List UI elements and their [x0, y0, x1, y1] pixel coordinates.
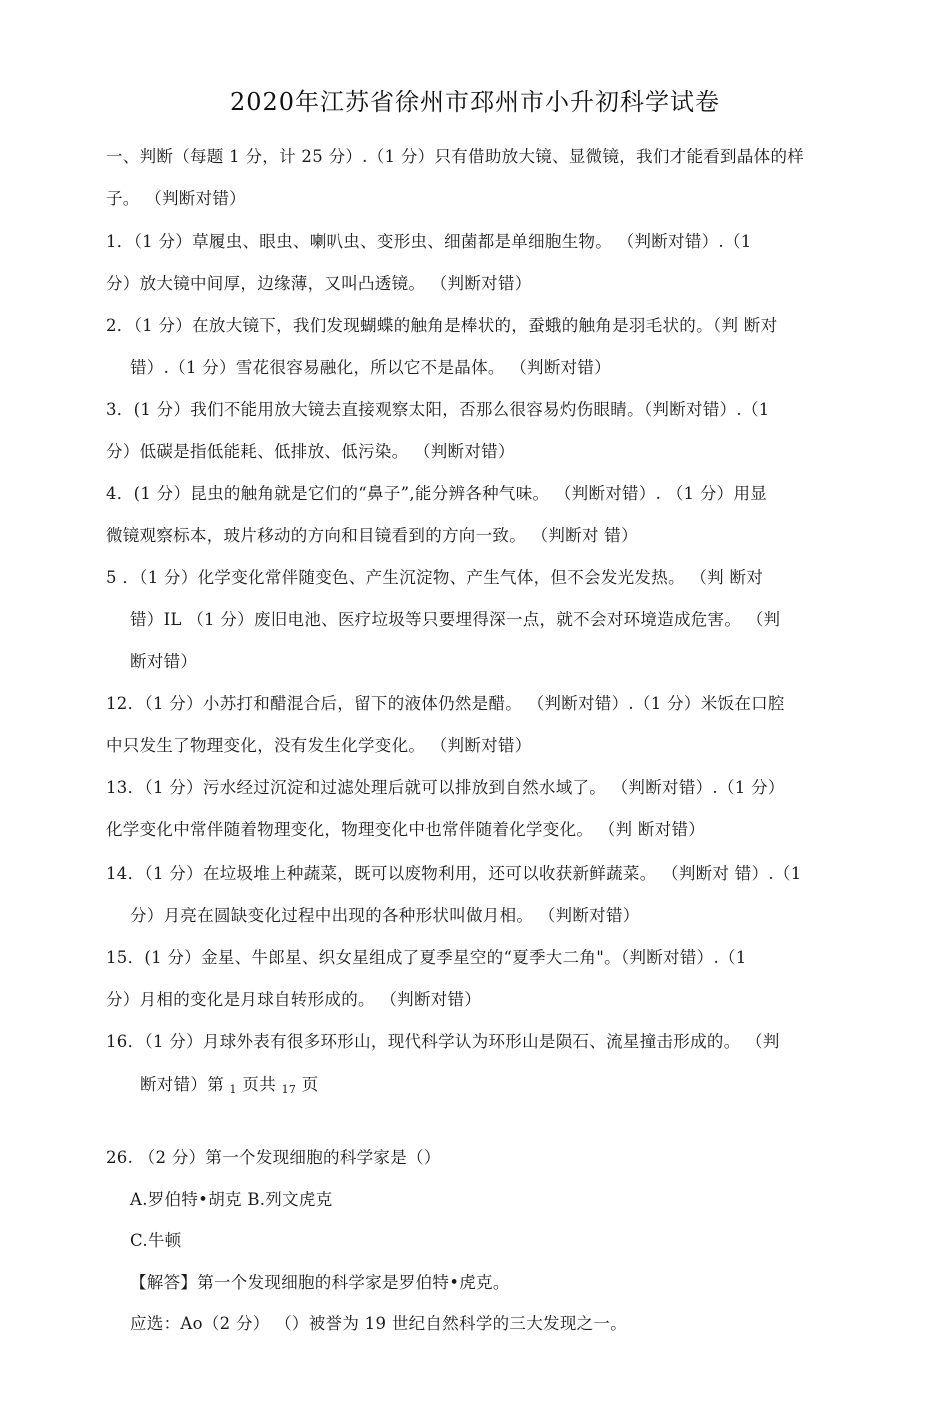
text-line: 1．（1 分）草履虫、眼虫、喇叭虫、变形虫、细菌都是单细胞生物。 （判断对错）.（1 — [106, 232, 752, 251]
text-line: 16．（1 分）月球外表有很多环形山，现代科学认为环形山是陨石、流星撞击形成的。 （判 — [106, 1032, 780, 1051]
text-line: 错）IL （1 分）废旧电池、医疗垃圾等只要埋得深一点，就不会对环境造成危害。 （判 — [130, 610, 781, 629]
page-footer-tail: 页 — [301, 1075, 319, 1094]
text-line: 分）放大镜中间厚，边缘薄，又叫凸透镜。 （判断对错） — [106, 274, 532, 293]
page-title: 2020年江苏省徐州市邳州市小升初科学试卷 — [229, 88, 721, 116]
answer-options: A.罗伯特•胡克 B.列文虎克 — [130, 1190, 333, 1209]
page-footer-middle: 页共 — [242, 1075, 277, 1094]
text-line: 4．(1 分）昆虫的触角就是它们的“鼻子”,能分辨各种气味。 （判断对错）. （1 分）用显 — [106, 484, 768, 503]
text-line: 分）低碳是指低能耗、低排放、低污染。 （判断对错） — [106, 442, 515, 461]
total-page-number: 17 — [281, 1083, 297, 1096]
question-26: 26. （2 分）第一个发现细胞的科学家是（） — [106, 1148, 441, 1167]
text-line: 12．（1 分）小苏打和醋混合后，留下的液体仍然是醋。 （判断对错）.（1 分）米饭在口腔 — [106, 694, 785, 713]
text-line: 14．（1 分）在垃圾堆上种蔬菜，既可以废物利用，还可以收获新鲜蔬菜。 （判断对 错）.（1 — [106, 864, 802, 883]
text-line: 15．(1 分）金星、牛郎星、织女星组成了夏季星空的“夏季大二角"。（判断对错）.（1 — [106, 948, 747, 967]
text-line: 分）月亮在圆缺变化过程中出现的各种形状叫做月相。 （判断对错） — [130, 906, 640, 925]
text-line: 5 ．（1 分）化学变化常伴随变色、产生沉淀物、产生气体，但不会发光发热。 （判 断对 — [106, 568, 764, 587]
text-line: 13．（1 分）污水经过沉淀和过滤处理后就可以排放到自然水域了。 （判断对错）.（1 分） — [106, 778, 785, 797]
current-page-number: 1 — [229, 1083, 237, 1096]
text-line: 一、判断（每题 1 分，计 25 分）.（1 分）只有借助放大镜、显微镜，我们才能看到晶体的样 — [106, 147, 805, 166]
text-line: 错）.（1 分）雪花很容易融化，所以它不是晶体。 （判断对错） — [130, 358, 612, 377]
text-line: 3．(1 分）我们不能用放大镜去直接观察太阳，否那么很容易灼伤眼睛。（判断对错）.（1 — [106, 400, 770, 419]
text-line: 2．（1 分）在放大镜下，我们发现蝴蝶的触角是棒状的，蚕蛾的触角是羽毛状的。（判 断对 — [106, 316, 778, 335]
text-line: 子。 （判断对错） — [106, 189, 246, 208]
solution-text: 【解答】第一个发现细胞的科学家是罗伯特•虎克。 — [130, 1273, 510, 1292]
answer-option-c: C.牛顿 — [130, 1231, 182, 1250]
page-footer-lead: 断对错）第 — [140, 1075, 224, 1094]
text-line: 化学变化中常伴随着物理变化，物理变化中也常伴随着化学变化。 （判 断对错） — [106, 820, 706, 839]
text-line: 分）月相的变化是月球自转形成的。 （判断对错） — [106, 990, 482, 1009]
text-line: 断对错） — [130, 652, 198, 671]
page-footer — [140, 1073, 319, 1102]
text-line: 中只发生了物理变化，没有发生化学变化。 （判断对错） — [106, 736, 532, 755]
text-line: 微镜观察标本，玻片移动的方向和目镜看到的方向一致。 （判断对 错） — [106, 526, 638, 545]
answer-selection: 应选：Ao（2 分） （）被誉为 19 世纪自然科学的三大发现之一。 — [130, 1314, 628, 1333]
